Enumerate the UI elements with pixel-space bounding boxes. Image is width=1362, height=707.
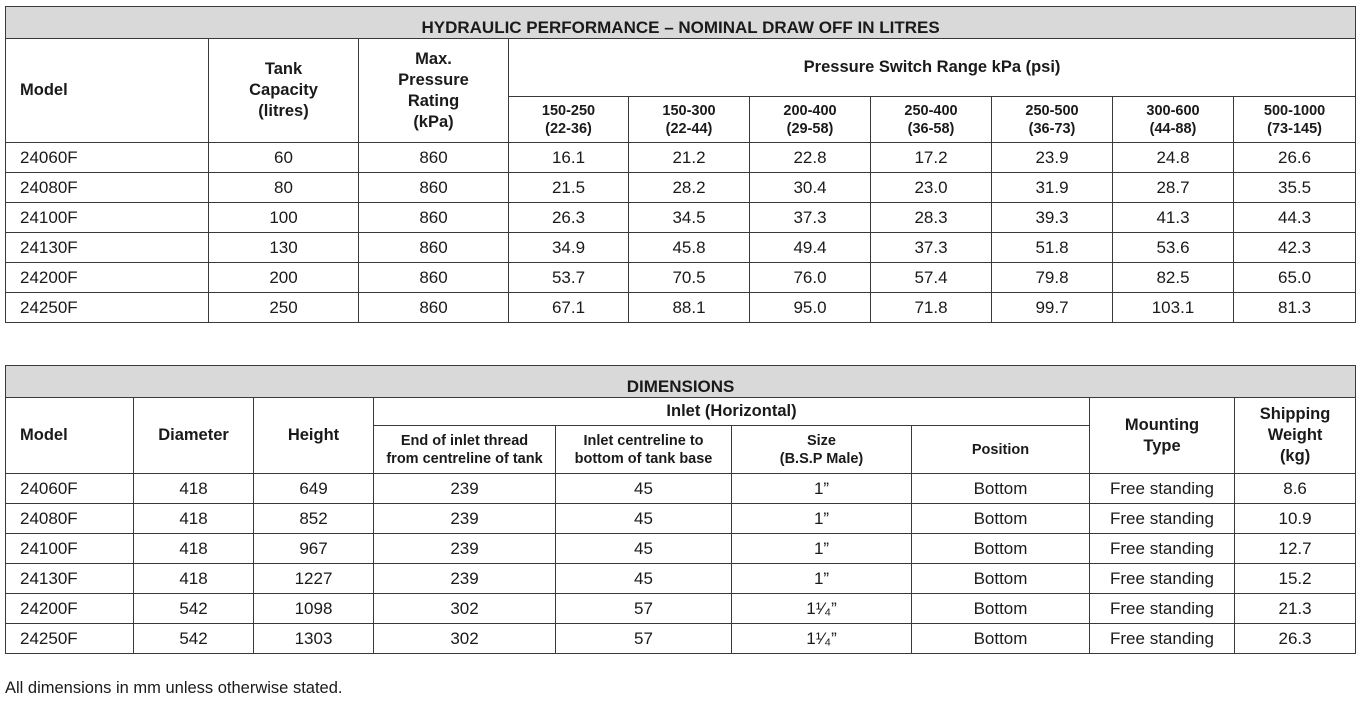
table-cell: Free standing	[1090, 564, 1235, 594]
table-cell: 1227	[254, 564, 374, 594]
model-cell: 24080F	[6, 173, 209, 203]
table-cell: 23.0	[871, 173, 992, 203]
table-cell: 45	[556, 534, 732, 564]
dimensions-table	[5, 365, 1356, 654]
model-cell: 24080F	[6, 504, 134, 534]
dimensions-table-body	[6, 474, 1356, 654]
table-cell: 57	[556, 594, 732, 624]
hydraulic-title: HYDRAULIC PERFORMANCE – NOMINAL DRAW OFF IN LITRES	[6, 7, 1356, 39]
model-cell: 24060F	[6, 143, 209, 173]
table-cell: Free standing	[1090, 534, 1235, 564]
table-cell: 82.5	[1113, 263, 1234, 293]
table-cell: 15.2	[1235, 564, 1356, 594]
table-cell: 57.4	[871, 263, 992, 293]
table-row	[6, 564, 1356, 594]
table-cell: 16.1	[509, 143, 629, 173]
hydraulic-table-body	[6, 143, 1356, 323]
table-cell: 45.8	[629, 233, 750, 263]
table-cell: 860	[359, 203, 509, 233]
header-range-5: 250-500 (36-73)	[992, 97, 1113, 143]
table-cell: 28.2	[629, 173, 750, 203]
table-cell: 8.6	[1235, 474, 1356, 504]
table-cell: Free standing	[1090, 594, 1235, 624]
table-row	[6, 504, 1356, 534]
table-row	[6, 143, 1356, 173]
table-cell: 200	[209, 263, 359, 293]
table-cell: 31.9	[992, 173, 1113, 203]
table-cell: 21.2	[629, 143, 750, 173]
table-cell: 239	[374, 564, 556, 594]
table-cell: 49.4	[750, 233, 871, 263]
table-cell: 95.0	[750, 293, 871, 323]
table-cell: 17.2	[871, 143, 992, 173]
table-cell: 1¹⁄₄”	[732, 624, 912, 654]
table-cell: 80	[209, 173, 359, 203]
table-row	[6, 534, 1356, 564]
table-cell: 860	[359, 173, 509, 203]
table-cell: 28.7	[1113, 173, 1234, 203]
header-range-1: 150-250 (22-36)	[509, 97, 629, 143]
table-cell: 71.8	[871, 293, 992, 323]
table-cell: 88.1	[629, 293, 750, 323]
table-row	[6, 594, 1356, 624]
table-cell: 76.0	[750, 263, 871, 293]
table-cell: 103.1	[1113, 293, 1234, 323]
table-cell: 37.3	[750, 203, 871, 233]
model-cell: 24100F	[6, 203, 209, 233]
table-cell: 21.3	[1235, 594, 1356, 624]
header-mounting-type: Mounting Type	[1090, 398, 1235, 474]
header-pressure-switch-range: Pressure Switch Range kPa (psi)	[509, 39, 1356, 97]
table-cell: 860	[359, 143, 509, 173]
table-cell: 302	[374, 594, 556, 624]
table-cell: 250	[209, 293, 359, 323]
table-cell: 418	[134, 504, 254, 534]
footnote: All dimensions in mm unless otherwise stated.	[5, 679, 343, 697]
table-cell: 1”	[732, 474, 912, 504]
table-cell: 1”	[732, 504, 912, 534]
table-cell: 34.5	[629, 203, 750, 233]
table-cell: 542	[134, 624, 254, 654]
header-inlet-horizontal: Inlet (Horizontal)	[374, 398, 1090, 426]
table-cell: Bottom	[912, 624, 1090, 654]
table-cell: 24.8	[1113, 143, 1234, 173]
header-range-6: 300-600 (44-88)	[1113, 97, 1234, 143]
table-cell: 23.9	[992, 143, 1113, 173]
model-cell: 24130F	[6, 233, 209, 263]
table-cell: 79.8	[992, 263, 1113, 293]
table-cell: 22.8	[750, 143, 871, 173]
table-cell: 12.7	[1235, 534, 1356, 564]
header-tank-capacity: Tank Capacity (litres)	[209, 39, 359, 143]
header-max-pressure: Max. Pressure Rating (kPa)	[359, 39, 509, 143]
table-cell: 37.3	[871, 233, 992, 263]
table-cell: 1”	[732, 564, 912, 594]
table-cell: Free standing	[1090, 504, 1235, 534]
table-cell: 542	[134, 594, 254, 624]
header-inlet-end: End of inlet thread from centreline of tank	[374, 426, 556, 474]
table-row	[6, 474, 1356, 504]
header-range-4: 250-400 (36-58)	[871, 97, 992, 143]
model-cell: 24200F	[6, 594, 134, 624]
table-cell: 34.9	[509, 233, 629, 263]
table-cell: 239	[374, 504, 556, 534]
table-cell: 35.5	[1234, 173, 1356, 203]
table-cell: 239	[374, 534, 556, 564]
model-cell: 24100F	[6, 534, 134, 564]
header-size: Size (B.S.P Male)	[732, 426, 912, 474]
table-cell: Free standing	[1090, 474, 1235, 504]
table-cell: 1”	[732, 534, 912, 564]
header-shipping-weight: Shipping Weight (kg)	[1235, 398, 1356, 474]
table-cell: 45	[556, 474, 732, 504]
table-cell: Bottom	[912, 534, 1090, 564]
table-row	[6, 293, 1356, 323]
table-cell: 239	[374, 474, 556, 504]
table-cell: 53.7	[509, 263, 629, 293]
table-cell: 30.4	[750, 173, 871, 203]
model-cell: 24250F	[6, 293, 209, 323]
table-cell: 26.3	[1235, 624, 1356, 654]
table-cell: 860	[359, 293, 509, 323]
header-dim-model: Model	[6, 398, 134, 474]
table-row	[6, 624, 1356, 654]
table-row	[6, 263, 1356, 293]
table-cell: Bottom	[912, 504, 1090, 534]
dimensions-title: DIMENSIONS	[6, 366, 1356, 398]
table-cell: 67.1	[509, 293, 629, 323]
table-row	[6, 173, 1356, 203]
header-inlet-centreline: Inlet centreline to bottom of tank base	[556, 426, 732, 474]
table-cell: Free standing	[1090, 624, 1235, 654]
table-cell: 65.0	[1234, 263, 1356, 293]
table-cell: 26.6	[1234, 143, 1356, 173]
header-range-7: 500-1000 (73-145)	[1234, 97, 1356, 143]
table-cell: 45	[556, 564, 732, 594]
table-cell: 130	[209, 233, 359, 263]
table-cell: 45	[556, 504, 732, 534]
model-cell: 24130F	[6, 564, 134, 594]
table-cell: 51.8	[992, 233, 1113, 263]
table-cell: 418	[134, 474, 254, 504]
table-cell: 44.3	[1234, 203, 1356, 233]
header-range-3: 200-400 (29-58)	[750, 97, 871, 143]
table-cell: 99.7	[992, 293, 1113, 323]
header-height: Height	[254, 398, 374, 474]
table-row	[6, 233, 1356, 263]
table-cell: 41.3	[1113, 203, 1234, 233]
table-cell: 53.6	[1113, 233, 1234, 263]
model-cell: 24060F	[6, 474, 134, 504]
table-cell: 28.3	[871, 203, 992, 233]
table-cell: 1¹⁄₄”	[732, 594, 912, 624]
model-cell: 24250F	[6, 624, 134, 654]
table-cell: Bottom	[912, 594, 1090, 624]
table-cell: 39.3	[992, 203, 1113, 233]
table-cell: 860	[359, 263, 509, 293]
header-position: Position	[912, 426, 1090, 474]
table-cell: 649	[254, 474, 374, 504]
table-cell: 1098	[254, 594, 374, 624]
table-cell: 26.3	[509, 203, 629, 233]
table-row	[6, 203, 1356, 233]
table-cell: 100	[209, 203, 359, 233]
table-cell: 10.9	[1235, 504, 1356, 534]
table-cell: Bottom	[912, 564, 1090, 594]
hydraulic-performance-table	[5, 6, 1356, 323]
header-model: Model	[6, 39, 209, 143]
table-cell: 418	[134, 534, 254, 564]
table-cell: 21.5	[509, 173, 629, 203]
table-cell: 81.3	[1234, 293, 1356, 323]
table-cell: 967	[254, 534, 374, 564]
table-cell: 42.3	[1234, 233, 1356, 263]
table-cell: 1303	[254, 624, 374, 654]
table-cell: 852	[254, 504, 374, 534]
header-diameter: Diameter	[134, 398, 254, 474]
table-cell: 302	[374, 624, 556, 654]
header-range-2: 150-300 (22-44)	[629, 97, 750, 143]
table-cell: 860	[359, 233, 509, 263]
model-cell: 24200F	[6, 263, 209, 293]
table-cell: 57	[556, 624, 732, 654]
table-cell: 60	[209, 143, 359, 173]
table-cell: Bottom	[912, 474, 1090, 504]
table-cell: 418	[134, 564, 254, 594]
table-cell: 70.5	[629, 263, 750, 293]
